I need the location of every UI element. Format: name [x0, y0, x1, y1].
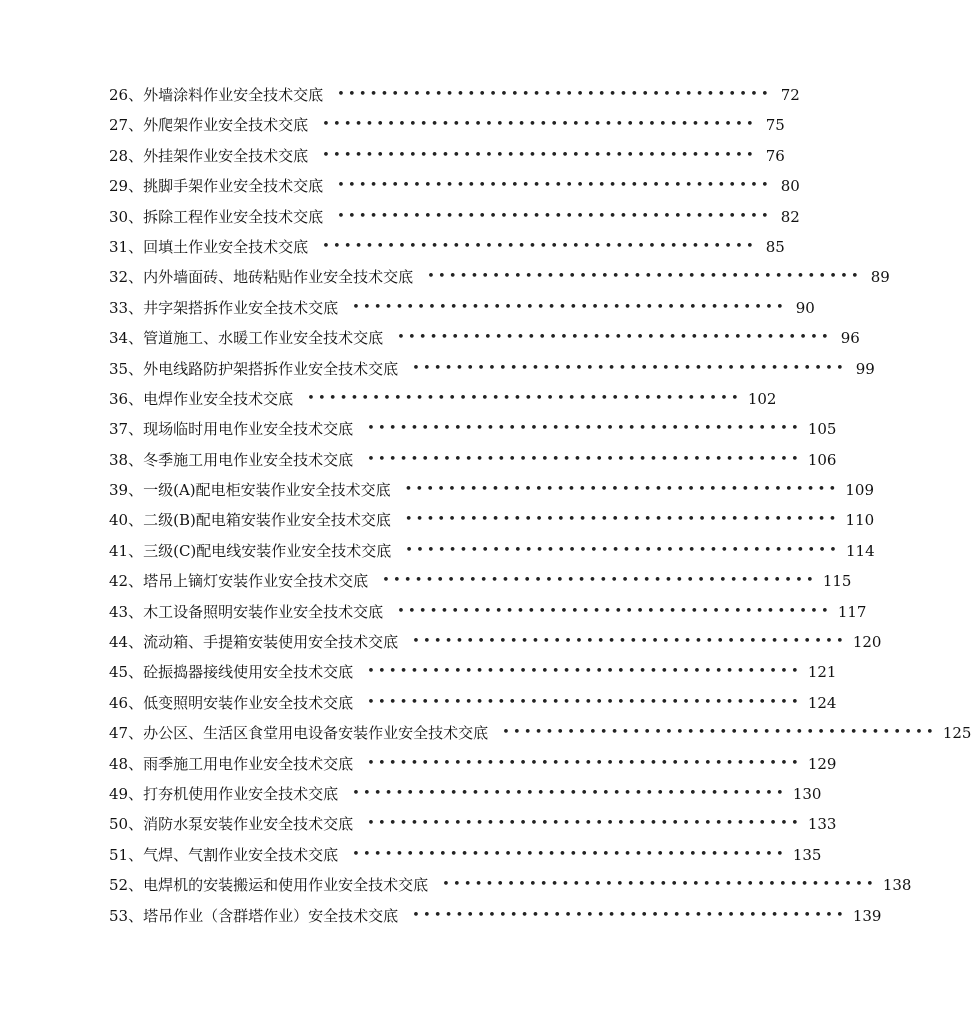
toc-dot-leader: •••••••••••••••••••••••••••••••••••••••• [442, 877, 877, 893]
toc-entry-page-number: 124 [807, 693, 837, 712]
toc-entry[interactable] [109, 749, 837, 779]
toc-entry-page-number: 133 [807, 815, 837, 834]
toc-dot-leader: •••••••••••••••••••••••••••••••••••••••• [352, 785, 787, 801]
toc-entry[interactable] [109, 110, 785, 140]
toc-dot-leader: •••••••••••••••••••••••••••••••••••••••• [307, 390, 742, 406]
toc-entry-title: 47、办公区、生活区食堂用电设备安装作业安全技术交底 [109, 724, 489, 743]
toc-entry-page-number: 72 [780, 86, 800, 104]
toc-entry-page-number: 85 [765, 237, 785, 256]
toc-entry-page-number: 90 [795, 298, 815, 317]
toc-dot-leader: •••••••••••••••••••••••••••••••••••••••• [322, 147, 757, 163]
toc-entry-title: 43、木工设备照明安装作业安全技术交底 [109, 602, 384, 621]
toc-entry-page-number: 110 [845, 511, 875, 530]
toc-entry-title: 52、电焊机的安装搬运和使用作业安全技术交底 [109, 876, 429, 895]
toc-entry-page-number: 125 [942, 724, 971, 743]
toc-entry-page-number: 102 [747, 389, 777, 408]
toc-entry[interactable] [109, 870, 912, 900]
toc-dot-leader: •••••••••••••••••••••••••••••••••••••••• [427, 269, 862, 285]
toc-entry-title: 30、拆除工程作业安全技术交底 [109, 207, 324, 226]
toc-entry-title: 53、塔吊作业（含群塔作业）安全技术交底 [109, 906, 399, 925]
toc-dot-leader: •••••••••••••••••••••••••••••••••••••••• [322, 238, 757, 254]
toc-entry-page-number: 105 [807, 420, 837, 439]
toc-entry[interactable] [109, 627, 882, 657]
toc-dot-leader: •••••••••••••••••••••••••••••••••••••••• [397, 603, 832, 619]
toc-dot-leader: •••••••••••••••••••••••••••••••••••••••• [412, 360, 847, 376]
toc-dot-leader: •••••••••••••••••••••••••••••••••••••••• [352, 299, 787, 315]
toc-entry[interactable] [109, 657, 837, 687]
toc-entry-page-number: 75 [765, 116, 785, 135]
toc-entry-title: 45、砼振捣器接线使用安全技术交底 [109, 663, 354, 682]
toc-entry[interactable] [109, 141, 785, 171]
toc-entry-title: 32、内外墙面砖、地砖粘贴作业安全技术交底 [109, 268, 414, 287]
toc-entry-page-number: 76 [765, 146, 785, 165]
toc-dot-leader: •••••••••••••••••••••••••••••••••••••••• [502, 725, 937, 741]
toc-entry[interactable] [109, 293, 815, 323]
toc-dot-leader: •••••••••••••••••••••••••••••••••••••••• [404, 482, 840, 498]
toc-dot-leader: •••••••••••••••••••••••••••••••••••••••• [367, 755, 802, 771]
toc-entry-title: 48、雨季施工用电作业安全技术交底 [109, 754, 354, 773]
toc-entry[interactable] [109, 232, 785, 262]
toc-entry[interactable] [109, 718, 971, 748]
toc-entry-title: 33、井字架搭拆作业安全技术交底 [109, 298, 339, 317]
toc-entry-page-number: 99 [855, 359, 875, 378]
toc-entry-title: 40、二级(B)配电箱安装作业安全技术交底 [109, 511, 391, 530]
toc-entry-title: 35、外电线路防护架搭拆作业安全技术交底 [109, 359, 399, 378]
toc-entry-page-number: 117 [837, 602, 867, 621]
toc-entry-title: 44、流动箱、手提箱安装使用安全技术交底 [109, 633, 399, 652]
toc-entry-title: 28、外挂架作业安全技术交底 [109, 146, 309, 165]
toc-entry[interactable] [109, 688, 837, 718]
toc-entry-page-number: 138 [882, 876, 912, 895]
table-of-contents [109, 80, 971, 931]
toc-dot-leader: •••••••••••••••••••••••••••••••••••••••• [367, 664, 802, 680]
toc-entry[interactable] [109, 262, 890, 292]
toc-dot-leader: •••••••••••••••••••••••••••••••••••••••• [352, 846, 787, 862]
toc-entry[interactable] [109, 597, 867, 627]
toc-dot-leader: •••••••••••••••••••••••••••••••••••••••• [322, 117, 757, 133]
toc-dot-leader: •••••••••••••••••••••••••••••••••••••••• [367, 694, 802, 710]
toc-entry-title: 36、电焊作业安全技术交底 [109, 389, 294, 408]
toc-entry-title: 50、消防水泵安装作业安全技术交底 [109, 815, 354, 834]
toc-entry[interactable] [109, 809, 837, 839]
toc-entry-title: 29、挑脚手架作业安全技术交底 [109, 177, 324, 196]
toc-entry-title: 26、外墙涂料作业安全技术交底 [109, 86, 324, 104]
toc-entry[interactable] [109, 566, 852, 596]
toc-entry-page-number: 139 [852, 906, 882, 925]
toc-entry-title: 39、一级(A)配电柜安装作业安全技术交底 [109, 481, 391, 500]
toc-dot-leader: •••••••••••••••••••••••••••••••••••••••• [367, 421, 802, 437]
toc-dot-leader: •••••••••••••••••••••••••••••••••••••••• [412, 907, 847, 923]
toc-dot-leader: •••••••••••••••••••••••••••••••••••••••• [367, 816, 802, 832]
toc-entry-page-number: 130 [792, 784, 822, 803]
toc-entry[interactable] [109, 323, 860, 353]
toc-dot-leader: •••••••••••••••••••••••••••••••••••••••• [337, 87, 772, 102]
toc-entry-page-number: 89 [870, 268, 890, 287]
toc-entry[interactable] [109, 779, 822, 809]
toc-entry-title: 34、管道施工、水暖工作业安全技术交底 [109, 329, 384, 348]
toc-entry-title: 51、气焊、气割作业安全技术交底 [109, 845, 339, 864]
toc-entry[interactable] [109, 171, 800, 201]
toc-entry-title: 38、冬季施工用电作业安全技术交底 [109, 450, 354, 469]
toc-entry[interactable] [109, 202, 800, 232]
toc-entry-title: 37、现场临时用电作业安全技术交底 [109, 420, 354, 439]
toc-entry-title: 49、打夯机使用作业安全技术交底 [109, 784, 339, 803]
toc-entry[interactable] [109, 414, 837, 444]
toc-entry-title: 42、塔吊上镝灯安装作业安全技术交底 [109, 572, 369, 591]
toc-dot-leader: •••••••••••••••••••••••••••••••••••••••• [404, 512, 840, 528]
toc-dot-leader: •••••••••••••••••••••••••••••••••••••••• [337, 178, 772, 194]
toc-entry[interactable] [109, 901, 882, 931]
toc-entry-page-number: 82 [780, 207, 800, 226]
toc-entry[interactable] [109, 384, 777, 414]
toc-dot-leader: •••••••••••••••••••••••••••••••••••••••• [405, 542, 840, 558]
toc-entry[interactable] [109, 840, 822, 870]
toc-entry-title: 41、三级(C)配电线安装作业安全技术交底 [109, 541, 392, 560]
toc-dot-leader: •••••••••••••••••••••••••••••••••••••••• [412, 634, 847, 650]
toc-entry-page-number: 120 [852, 633, 882, 652]
toc-entry[interactable] [109, 354, 875, 384]
toc-entry-title: 31、回填土作业安全技术交底 [109, 237, 309, 256]
toc-entry-page-number: 109 [845, 481, 874, 500]
toc-entry[interactable] [109, 475, 874, 505]
toc-entry[interactable] [109, 445, 837, 475]
toc-entry[interactable] [109, 80, 800, 110]
toc-entry-title: 27、外爬架作业安全技术交底 [109, 116, 309, 135]
toc-dot-leader: •••••••••••••••••••••••••••••••••••••••• [337, 208, 772, 224]
toc-dot-leader: •••••••••••••••••••••••••••••••••••••••• [367, 451, 802, 467]
toc-entry-page-number: 129 [807, 754, 837, 773]
toc-dot-leader: •••••••••••••••••••••••••••••••••••••••• [397, 330, 832, 346]
toc-entry[interactable] [109, 536, 875, 566]
toc-entry-page-number: 135 [792, 845, 822, 864]
toc-entry-page-number: 114 [846, 541, 875, 560]
toc-entry-page-number: 80 [780, 177, 800, 196]
toc-entry-page-number: 96 [840, 329, 860, 348]
toc-entry-page-number: 106 [807, 450, 837, 469]
toc-entry-title: 46、低变照明安装作业安全技术交底 [109, 693, 354, 712]
toc-entry-page-number: 115 [822, 572, 852, 591]
toc-entry[interactable] [109, 505, 875, 535]
toc-dot-leader: •••••••••••••••••••••••••••••••••••••••• [382, 573, 817, 589]
toc-entry-page-number: 121 [807, 663, 837, 682]
